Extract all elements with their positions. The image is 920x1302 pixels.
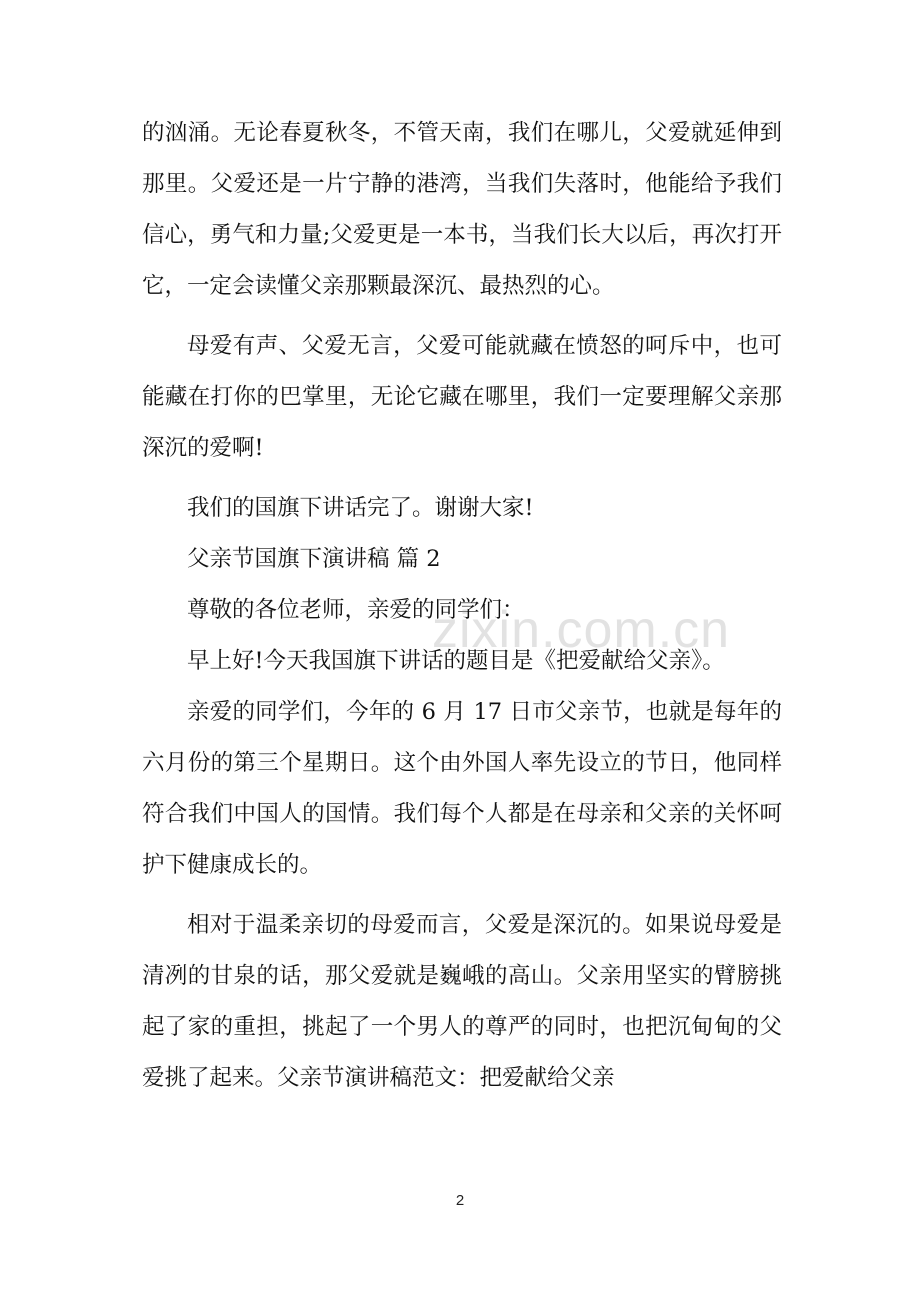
paragraph-deep-love: 相对于温柔亲切的母爱而言，父爱是深沉的。如果说母爱是清冽的甘泉的话，那父爱就是巍峨的高山。父亲用坚实的臂膀挑起了家的重担，挑起了一个男人的尊严的同时，也把沉甸甸的父爱挑了起来。父亲节演讲稿范文：把爱献给父亲 (142, 912, 782, 1091)
paragraph-silent-love: 母爱有声、父爱无言，父爱可能就藏在愤怒的呵斥中，也可能藏在打你的巴掌里，无论它藏在哪里，我们一定要理解父亲那深沉的爱啊! (142, 333, 782, 461)
document-body (142, 108, 782, 1104)
paragraph-fathers-day-date: 亲爱的同学们，今年的 6 月 17 日市父亲节，也就是每年的六月份的第三个星期日。这个由外国人率先设立的节日，他同样符合我们中国人的国情。我们每个人都是在母亲和父亲的关怀呵护下健康成长的。 (142, 699, 782, 878)
paragraph-greeting: 早上好!今天我国旗下讲话的题目是《把爱献给父亲》。 (187, 648, 725, 674)
section-heading: 父亲节国旗下演讲稿 篇 2 (187, 546, 441, 572)
page-number: 2 (455, 1192, 465, 1209)
paragraph-salutation: 尊敬的各位老师，亲爱的同学们： (187, 597, 525, 623)
watermark-text: zixin.com.cn (432, 601, 731, 659)
paragraph-continuation: 的汹涌。无论春夏秋冬，不管天南，我们在哪儿，父爱就延伸到那里。父爱还是一片宁静的港湾，当我们失落时，他能给予我们信心，勇气和力量;父爱更是一本书，当我们长大以后，再次打开它，一定会读懂父亲那颗最深沉、最热烈的心。 (142, 120, 782, 299)
paragraph-closing-thanks: 我们的国旗下讲话完了。谢谢大家! (187, 495, 534, 521)
